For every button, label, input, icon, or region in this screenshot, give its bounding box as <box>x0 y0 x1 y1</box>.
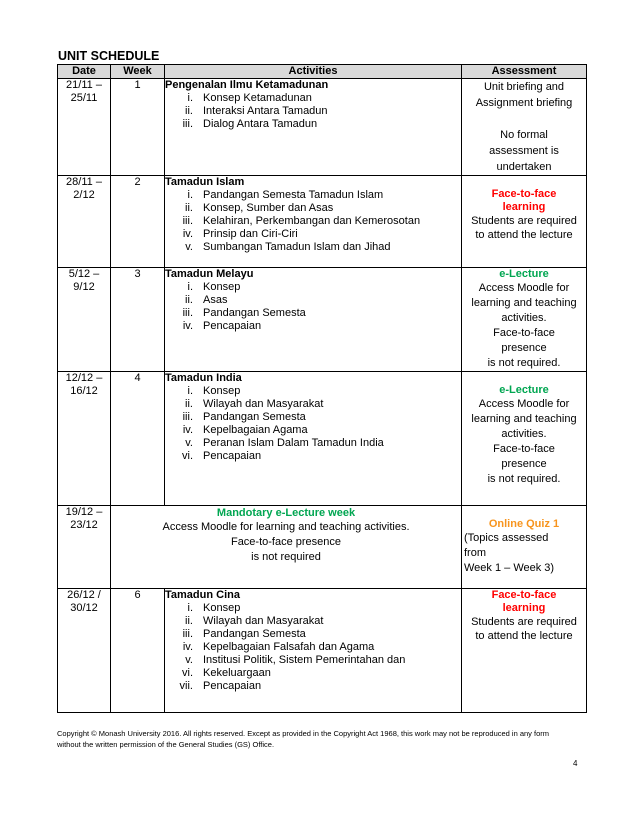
list-item: v. Sumbangan Tamadun Islam dan Jihad <box>185 241 391 253</box>
list-item: i. Pandangan Semesta Tamadun Islam <box>187 189 384 201</box>
face-to-face-label: Face-to-face learning <box>491 589 557 614</box>
table-row <box>58 372 587 506</box>
page-number: 4 <box>573 759 578 768</box>
date-cell: 19/12 – 23/12 <box>58 506 111 589</box>
mandatory-e-lecture-cell: Mandotary e-Lecture week Access Moodle for learning and teaching activities. Face-to-face presence is not required <box>111 506 462 589</box>
date-cell: 12/12 – 16/12 <box>58 372 111 506</box>
topic-title: Tamadun Islam <box>165 176 245 188</box>
table-row <box>58 589 587 713</box>
subtopic-list <box>165 602 461 693</box>
e-lecture-label: e-Lecture <box>499 268 549 280</box>
copyright-footer: Copyright © Monash University 2016. All rights reserved. Except as provided in the Copyright Act 1968, this work may not be reproduced in any form without the written permission of the General Studies (GS) Office. <box>57 729 550 749</box>
list-item: i. Konsep <box>187 281 241 293</box>
list-item: iii. Kelahiran, Perkembangan dan Kemerosotan <box>182 215 421 227</box>
assessment-cell: Face-to-face learning Students are required to attend the lecture <box>462 589 587 713</box>
column-header-assessment: Assessment <box>462 65 587 79</box>
activities-cell <box>165 79 462 176</box>
topic-title: Tamadun Melayu <box>165 268 254 280</box>
list-item: ii. Interaksi Antara Tamadun <box>185 105 328 117</box>
list-item: iv. Kepelbagaian Agama <box>182 424 308 436</box>
list-item: vi. Pencapaian <box>182 450 262 462</box>
date-cell: 28/11 – 2/12 <box>58 176 111 268</box>
topic-title: Tamadun Cina <box>165 589 240 601</box>
week-cell: 2 <box>111 176 165 268</box>
list-item: v. Peranan Islam Dalam Tamadun India <box>185 437 384 449</box>
assessment-cell: e-Lecture Access Moodle for learning and teaching activities. Face-to-face presence is not required. <box>462 372 587 506</box>
column-header-activities: Activities <box>165 65 462 79</box>
list-item: iii. Dialog Antara Tamadun <box>182 118 318 130</box>
list-item: i. Konsep Ketamadunan <box>187 92 312 104</box>
activities-cell <box>165 268 462 372</box>
table-row <box>58 506 587 589</box>
list-item: iv. Kepelbagaian Falsafah dan Agama <box>182 641 375 653</box>
date-cell: 21/11 – 25/11 <box>58 79 111 176</box>
online-quiz-label: Online Quiz 1 <box>488 518 560 530</box>
assessment-cell: e-Lecture Access Moodle for learning and teaching activities. Face-to-face presence is not required. <box>462 268 587 372</box>
table-row <box>58 268 587 372</box>
topic-title: Tamadun India <box>165 372 242 384</box>
assessment-cell: Face-to-face learning Students are required to attend the lecture <box>462 176 587 268</box>
table-row <box>58 79 587 176</box>
list-item: iii. Pandangan Semesta <box>182 628 306 640</box>
assessment-cell: Unit briefing and Assignment briefing No formal assessment is undertaken <box>462 79 587 176</box>
list-item: ii. Konsep, Sumber dan Asas <box>185 202 334 214</box>
mandatory-e-lecture-heading: Mandotary e-Lecture week <box>216 507 356 519</box>
face-to-face-label: Face-to-face learning <box>491 188 557 213</box>
activities-cell <box>165 372 462 506</box>
list-item: v. Institusi Politik, Sistem Pemerintahan dan <box>185 654 406 666</box>
week-cell: 6 <box>111 589 165 713</box>
column-header-week: Week <box>111 65 165 79</box>
topic-title: Pengenalan Ilmu Ketamadunan <box>165 79 329 91</box>
list-item: vi. Kekeluargaan <box>182 667 271 679</box>
unit-schedule-table <box>57 64 587 713</box>
list-item: iii. Pandangan Semesta <box>182 411 306 423</box>
table-header-row <box>58 65 587 79</box>
list-item: ii. Wilayah dan Masyarakat <box>185 398 324 410</box>
date-cell: 5/12 – 9/12 <box>58 268 111 372</box>
assessment-cell: Online Quiz 1 (Topics assessed from Week 1 – Week 3) <box>462 506 587 589</box>
week-cell: 1 <box>111 79 165 176</box>
list-item: vii. Pencapaian <box>179 680 262 692</box>
list-item: iv. Pencapaian <box>182 320 262 332</box>
subtopic-list <box>165 385 461 463</box>
activities-cell <box>165 176 462 268</box>
e-lecture-label: e-Lecture <box>499 384 549 396</box>
list-item: iv. Prinsip dan Ciri-Ciri <box>182 228 298 240</box>
list-item: iii. Pandangan Semesta <box>182 307 306 319</box>
subtopic-list <box>165 189 461 254</box>
column-header-date: Date <box>58 65 111 79</box>
list-item: i. Konsep <box>187 385 241 397</box>
list-item: ii. Asas <box>185 294 228 306</box>
date-cell: 26/12 / 30/12 <box>58 589 111 713</box>
list-item: i. Konsep <box>187 602 241 614</box>
week-cell: 3 <box>111 268 165 372</box>
week-cell: 4 <box>111 372 165 506</box>
subtopic-list <box>165 281 461 333</box>
subtopic-list <box>165 92 461 131</box>
table-row <box>58 176 587 268</box>
unit-schedule-heading: UNIT SCHEDULE <box>58 49 160 63</box>
activities-cell <box>165 589 462 713</box>
list-item: ii. Wilayah dan Masyarakat <box>185 615 324 627</box>
